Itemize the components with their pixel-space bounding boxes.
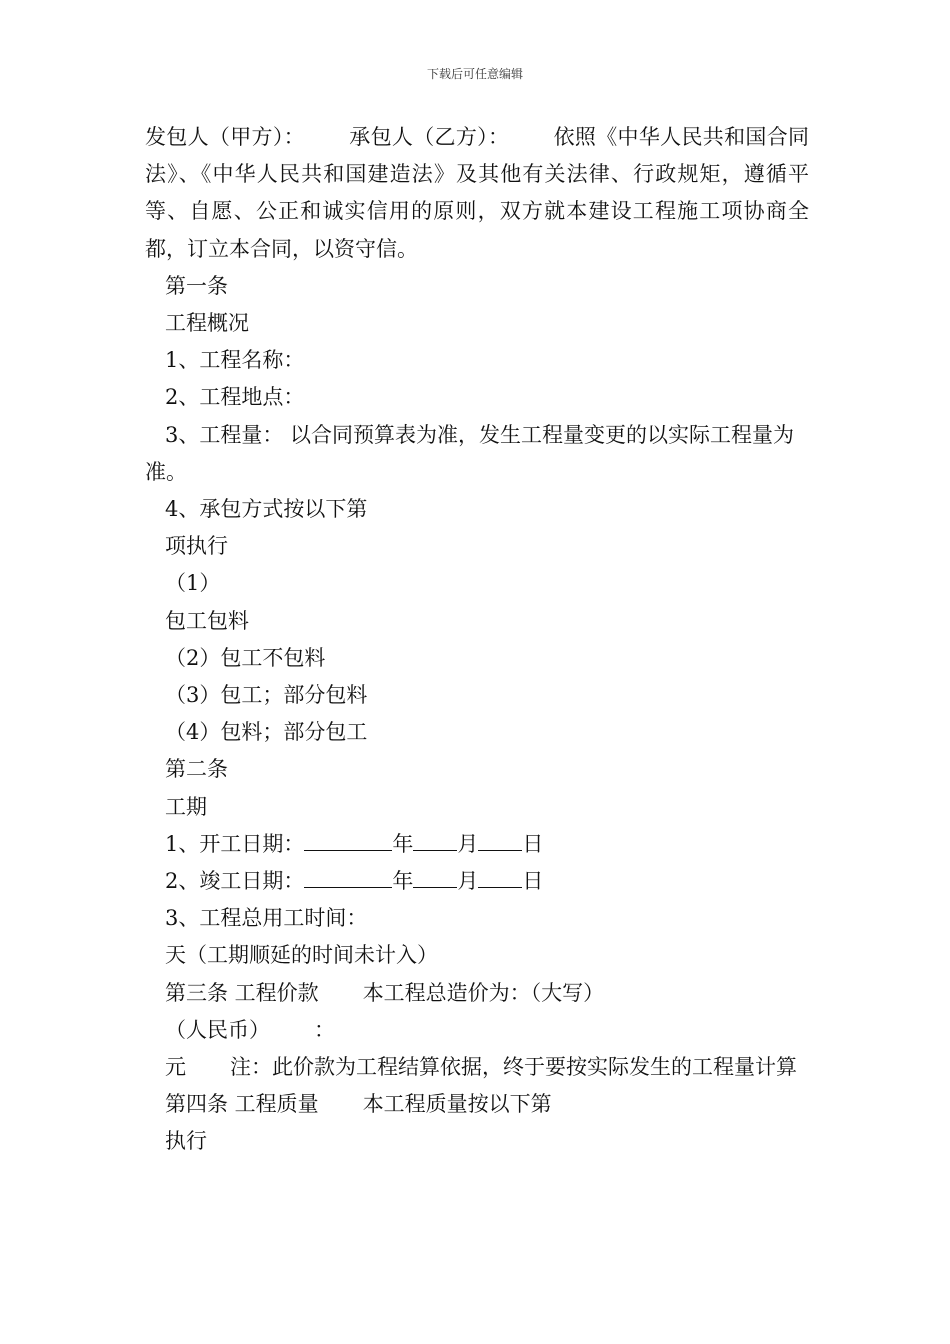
rmb-line	[145, 1012, 809, 1049]
article4-title: 第四条 工程质量	[165, 1092, 319, 1117]
total-time-item: 3、工程总用工时间：	[165, 906, 368, 931]
start-month-blank	[413, 830, 457, 851]
start-date-label: 1、开工日期：	[165, 831, 305, 856]
article1-heading: 工程概况	[165, 311, 249, 336]
yuan-unit: 元	[165, 1055, 186, 1080]
end-date-line	[145, 863, 809, 900]
option-3: （3）包工；部分包料	[165, 683, 368, 708]
rmb-label: （人民币）	[165, 1017, 270, 1042]
start-year-blank	[304, 830, 392, 851]
day-unit: 日	[522, 831, 544, 856]
start-date-line	[145, 826, 809, 863]
project-location-item: 2、工程地点：	[165, 385, 305, 410]
contract-mode-execute: 项执行	[165, 534, 228, 559]
month-unit: 月	[457, 869, 479, 894]
day-unit: 日	[522, 869, 544, 894]
article3-title: 第三条 工程价款	[165, 980, 319, 1005]
article4-line	[145, 1086, 809, 1123]
end-year-blank	[304, 867, 392, 888]
end-day-blank	[478, 867, 522, 888]
article3-line	[145, 975, 809, 1012]
year-unit: 年	[392, 831, 414, 856]
end-date-label: 2、竣工日期：	[165, 869, 305, 894]
article2-title: 第二条	[165, 757, 228, 782]
end-month-blank	[413, 867, 457, 888]
party-b-label: 承包人（乙方）：	[348, 125, 510, 149]
option-4: （4）包料；部分包工	[165, 720, 368, 745]
page-header-note: 下载后可任意编辑	[426, 67, 523, 81]
intro-paragraph	[145, 119, 809, 268]
option-2: （2）包工不包料	[165, 645, 326, 670]
total-price-label: 本工程总造价为：（大写）	[362, 980, 605, 1005]
party-a-label: 发包人（甲方）：	[145, 125, 305, 149]
quality-text: 本工程质量按以下第	[362, 1092, 552, 1117]
year-unit: 年	[392, 869, 414, 894]
contract-body	[145, 119, 809, 1161]
intro-text: 依照《中华人民共和国合同法》、《中华人民共和国建造法》及其他有关法律、行政规矩，遵循平等、自愿、公正和诚实信用的原则，双方就本建设工程施工项协商全都，订立本合同，以资守信。	[145, 125, 810, 261]
option-1-text: 包工包料	[165, 608, 249, 633]
contract-mode-item: 4、承包方式按以下第	[165, 497, 368, 522]
rmb-colon: ：	[314, 1017, 335, 1042]
price-note: 注：此价款为工程结算依据，终于要按实际发生的工程量计算	[230, 1055, 797, 1080]
project-quantity-item: 3、工程量： 以合同预算表为准，发生工程量变更的以实际工程量为准。	[145, 422, 795, 484]
month-unit: 月	[457, 831, 479, 856]
start-day-blank	[478, 830, 522, 851]
project-name-item: 1、工程名称：	[165, 348, 305, 373]
article2-heading: 工期	[165, 794, 207, 819]
option-1-number: （1）	[165, 571, 221, 596]
article1-title: 第一条	[165, 273, 228, 298]
quality-execute: 执行	[165, 1129, 207, 1154]
price-note-paragraph	[145, 1049, 809, 1086]
days-note: 天（工期顺延的时间未计入）	[165, 943, 438, 968]
